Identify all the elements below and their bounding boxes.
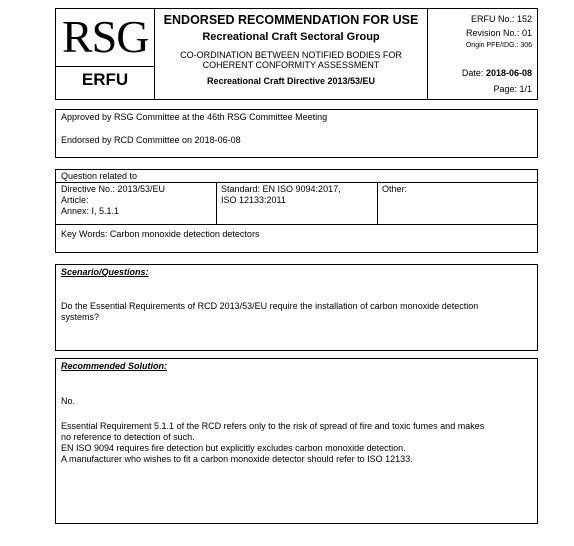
other-field: Other: [382, 184, 408, 194]
keywords: Key Words: Carbon monoxide detection detectors [61, 229, 260, 239]
solution-line-4: A manufacturer who wishes to fit a carbon monoxide detector should refer to ISO 12133. [61, 454, 413, 464]
coordination-line-1: CO-ORDINATION BETWEEN NOTIFIED BODIES FOR [180, 50, 402, 60]
solution-answer: No. [61, 396, 76, 406]
document-title: ENDORSED RECOMMENDATION FOR USE [163, 13, 419, 27]
annex-field: Annex: I, 5.1.1 [61, 206, 120, 216]
date-value: 2018-06-08 [485, 68, 532, 78]
coordination-line-2: COHERENT CONFORMITY ASSESSMENT [202, 60, 380, 70]
revision-number: Revision No.: 01 [465, 28, 532, 38]
solution-heading: Recommended Solution: [61, 361, 168, 371]
endorsement-line: Endorsed by RCD Committee on 2018-06-08 [61, 135, 241, 145]
solution-line-1: Essential Requirement 5.1.1 of the RCD refers only to the risk of spread of fire and toxic fumes and makes [61, 421, 485, 431]
approval-line: Approved by RSG Committee at the 46th RSG Committee Meeting [61, 112, 328, 122]
scenario-line-1: Do the Essential Requirements of RCD 2013/53/EU require the installation of carbon monoxide detection [61, 301, 479, 311]
rsg-logo: RSG [62, 11, 149, 62]
standard-line-1: Standard: EN ISO 9094:2017, [221, 184, 341, 194]
origin-reference: Origin PFE/IDG.: 306 [465, 42, 532, 49]
erfu-number: ERFU No.: 152 [470, 14, 532, 24]
directive-number: Directive No.: 2013/53/EU [61, 184, 166, 194]
solution-line-3: EN ISO 9094 requires fire detection but explicitly excludes carbon monoxide detection. [61, 443, 406, 453]
scenario-box [55, 264, 538, 351]
article-field: Article: [61, 195, 89, 205]
document-header [55, 8, 538, 100]
standard-line-2: ISO 12133:2011 [221, 195, 286, 205]
solution-line-2: no reference to detection of such. [61, 432, 195, 442]
page-number: Page: 1/1 [493, 84, 532, 94]
date-label: Date: [461, 68, 484, 78]
solution-box [55, 358, 538, 524]
approval-box [55, 109, 538, 158]
question-heading: Question related to [61, 171, 138, 181]
scenario-heading: Scenario/Questions: [61, 267, 149, 277]
directive-name: Recreational Craft Directive 2013/53/EU [206, 76, 376, 86]
document-date [462, 68, 532, 78]
question-related-box [55, 169, 538, 253]
scenario-line-2: systems? [61, 312, 100, 322]
erfu-label: ERFU [81, 70, 129, 89]
group-name: Recreational Craft Sectoral Group [202, 31, 380, 43]
